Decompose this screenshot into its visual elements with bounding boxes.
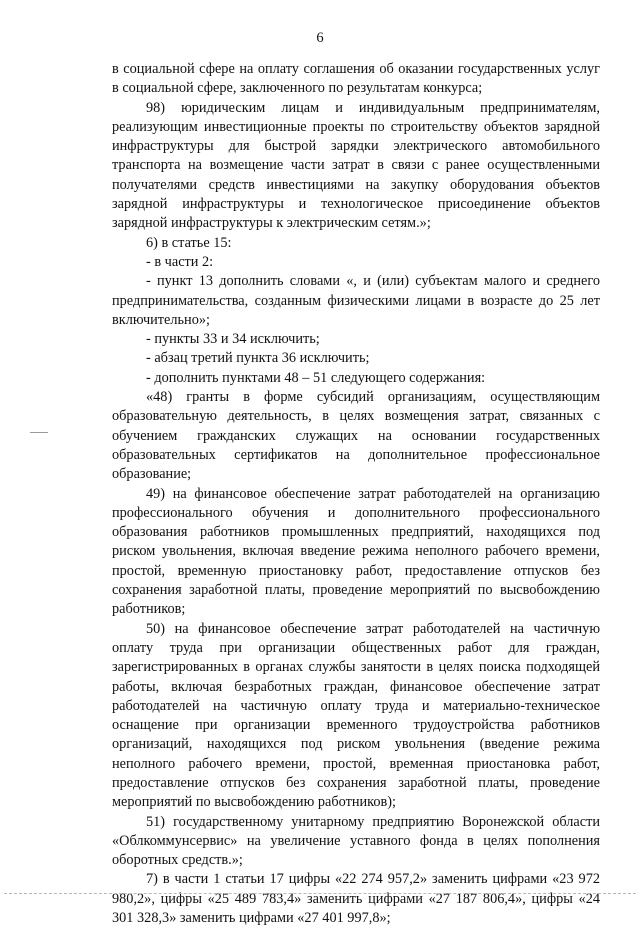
page-number: 6 xyxy=(316,30,324,46)
paragraph: - пункты 33 и 34 исключить; xyxy=(146,331,320,348)
paragraph: 6) в статье 15: xyxy=(146,234,232,251)
paragraph: 50) на финансовое обеспечение затрат работодателей на частичную оплату труда при организации общественных работ для граждан, зарегистрированных в органах службы занятости в целях поиска подходящей работы, включая безработных граждан, финансовое обеспечение затрат работодателей на частичную оплату труда и материально-техническое оснащение при организации временного трудоустройства работников организаций, находящихся под риском увольнения (введение режима неполного рабочего времени, простой, временная приостановка работ, предоставление отпусков без сохранения заработной платы, проведение мероприятий по высвобождению работников); xyxy=(112,620,600,811)
paragraph: - дополнить пунктами 48 – 51 следующего содержания: xyxy=(146,369,486,386)
paragraph: 7) в части 1 статьи 17 цифры «22 274 957,2» заменить цифрами «23 972 980,2», цифры «25 489 783,4» заменить цифрами «27 187 806,4», цифры «24 301 328,3» заменить цифрами «27 401 997,8»; xyxy=(112,871,600,927)
scan-artifact-mark xyxy=(30,432,48,433)
paragraph: в социальной сфере на оплату соглашения об оказании государственных услуг в социальной сфере, заключенного по результатам конкурса; xyxy=(112,61,600,97)
paragraph: 98) юридическим лицам и индивидуальным предпринимателям, реализующим инвестиционные проекты по строительству объектов зарядной инфраструктуры для быстрой зарядки электрического автомобильного транспорта на возмещение части затрат в связи с ранее осуществленными получателями средств инвестициями на закупку оборудования объектов зарядной инфраструктуры и технологическое присоединение объектов зарядной инфраструктуры к электрическим сетям.»; xyxy=(112,99,600,232)
paragraph: 49) на финансовое обеспечение затрат работодателей на организацию профессионального обучения и дополнительного профессионального образования работников промышленных предприятий, находящихся под риском увольнения, включая введение режима неполного рабочего времени, простой, временную приостановку работ, предоставление отпусков без сохранения заработной платы, проведение мероприятий по высвобождению работников; xyxy=(112,485,600,618)
paragraph: - абзац третий пункта 36 исключить; xyxy=(146,350,370,367)
scan-bottom-edge xyxy=(4,893,636,894)
paragraph: - пункт 13 дополнить словами «, и (или) субъектам малого и среднего предпринимательства, созданным физическими лицами в возрасте до 25 лет включительно»; xyxy=(112,273,600,328)
paragraph: 51) государственному унитарному предприятию Воронежской области «Облкоммунсервис» на увеличение уставного фонда в целях пополнения оборотных средств.»; xyxy=(112,813,600,869)
document-body xyxy=(112,60,600,928)
paragraph: «48) гранты в форме субсидий организациям, осуществляющим образовательную деятельность, в целях возмещения затрат, связанных с обучением гражданских служащих на основании государственных образовательных сертификатов на дополнительное профессиональное образование; xyxy=(112,389,600,483)
paragraph: - в части 2: xyxy=(146,253,214,270)
